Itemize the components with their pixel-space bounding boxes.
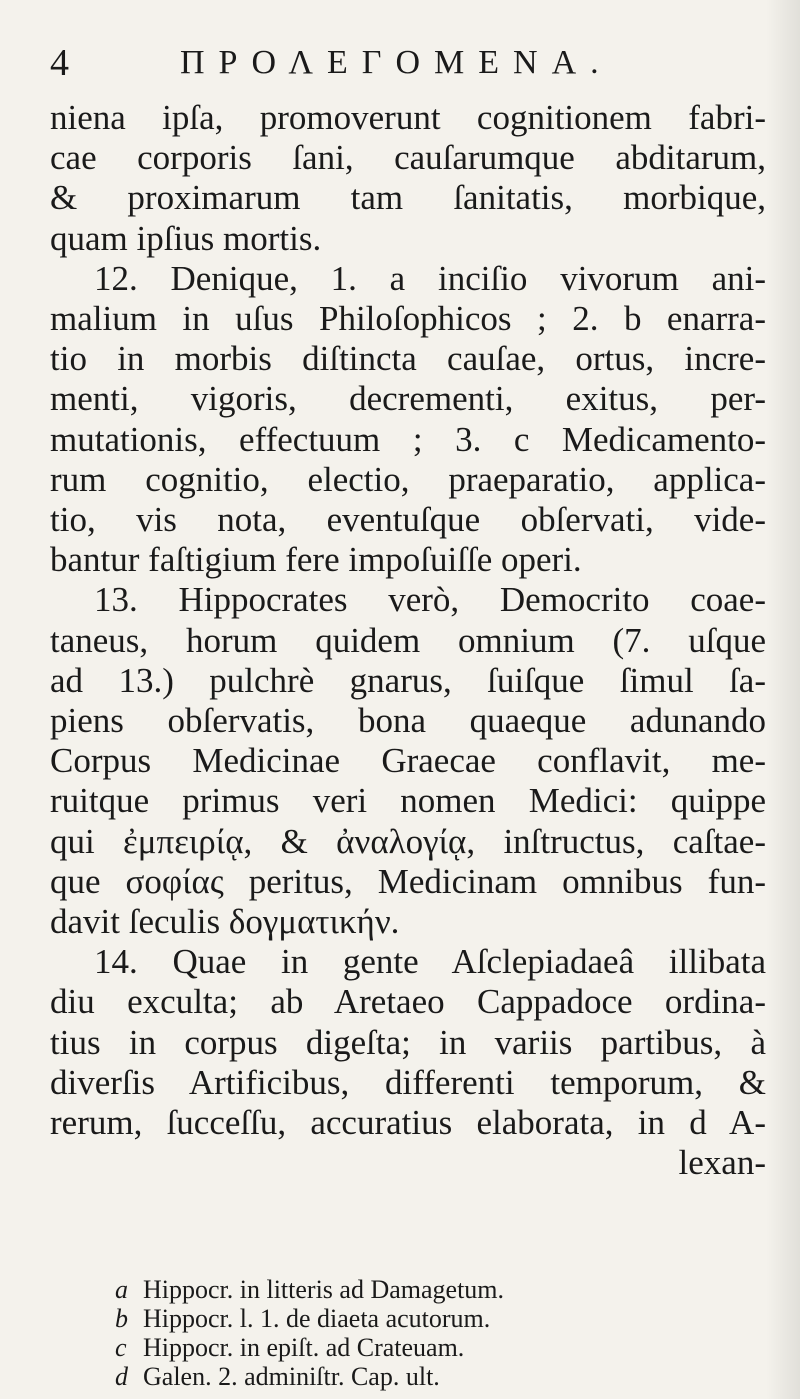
- footnote: [115, 1275, 770, 1304]
- text-line: & proximarum tam ſanitatis, morbique,: [50, 178, 766, 218]
- text-line: taneus, horum quidem omnium (7. uſque: [50, 620, 766, 660]
- footnote-mark: a: [115, 1275, 128, 1305]
- catchword: lexan-: [678, 1143, 766, 1183]
- paragraph-14-start: 14. Quae in gente Aſclepiadaeâ illibata: [94, 942, 766, 982]
- footnote-text: Hippocr. in epiſt. ad Crateuam.: [143, 1333, 465, 1363]
- footnote-mark: d: [115, 1362, 128, 1392]
- text-line: bantur faſtigium fere impoſuiſſe operi.: [50, 540, 582, 580]
- page-header: [50, 28, 770, 98]
- page-number: 4: [50, 42, 69, 84]
- text-line: rum cognitio, electio, praeparatio, applica-: [50, 459, 766, 499]
- text-line: davit ſeculis δογματικήν.: [50, 902, 400, 942]
- text-line: tio, vis nota, eventuſque obſervati, vide-: [50, 500, 766, 540]
- footnotes: [50, 1275, 770, 1391]
- text-line: cae corporis ſani, cauſarumque abditarum,: [50, 138, 766, 178]
- text-line: que σοφίας peritus, Medicinam omnibus fun-: [50, 861, 766, 901]
- text-line: mutationis, effectuum ; 3. c Medicamento-: [50, 419, 766, 459]
- text-line: qui ἐμπειρίᾳ, & ἀναλογίᾳ, inſtructus, caſtae-: [50, 821, 766, 861]
- text-line: piens obſervatis, bona quaeque adunando: [50, 701, 766, 741]
- text-line: ruitque primus veri nomen Medici: quippe: [50, 781, 766, 821]
- text-line: diverſis Artificibus, differenti temporum, &: [50, 1062, 766, 1102]
- text-line: Corpus Medicinae Graecae conflavit, me-: [50, 741, 766, 781]
- footnote-mark: b: [115, 1304, 128, 1334]
- text-line: tio in morbis diſtincta cauſae, ortus, incre-: [50, 339, 766, 379]
- text-line: menti, vigoris, decrementi, exitus, per-: [50, 379, 766, 419]
- footnote: [115, 1333, 770, 1362]
- text-line: rerum, ſucceſſu, accuratius elaborata, in d A-: [50, 1103, 766, 1143]
- running-title: ΠΡΟΛΕΓΟΜΕΝΑ.: [180, 44, 613, 81]
- footnote: [115, 1362, 770, 1391]
- text-line: malium in uſus Philoſophicos ; 2. b enarra-: [50, 299, 766, 339]
- text-line: tius in corpus digeſta; in variis partibus, à: [50, 1022, 766, 1062]
- body-text: [50, 98, 766, 1183]
- text-line: quam ipſius mortis.: [50, 218, 322, 258]
- page-edge-shadow: [766, 0, 800, 1399]
- footnote-mark: c: [115, 1333, 127, 1363]
- text-line: diu exculta; ab Aretaeo Cappadoce ordina-: [50, 982, 766, 1022]
- paragraph-13-start: 13. Hippocrates verò, Democrito coae-: [94, 580, 766, 620]
- footnote-text: Hippocr. l. 1. de diaeta acutorum.: [143, 1304, 491, 1334]
- footnote-text: Galen. 2. adminiſtr. Cap. ult.: [143, 1362, 440, 1392]
- text-line: niena ipſa, promoverunt cognitionem fabri-: [50, 98, 766, 137]
- text-line: ad 13.) pulchrè gnarus, ſuiſque ſimul ſa-: [50, 660, 766, 700]
- footnote: [115, 1304, 770, 1333]
- paragraph-12-start: 12. Denique, 1. a inciſio vivorum ani-: [94, 258, 766, 298]
- footnote-text: Hippocr. in litteris ad Damagetum.: [143, 1275, 505, 1305]
